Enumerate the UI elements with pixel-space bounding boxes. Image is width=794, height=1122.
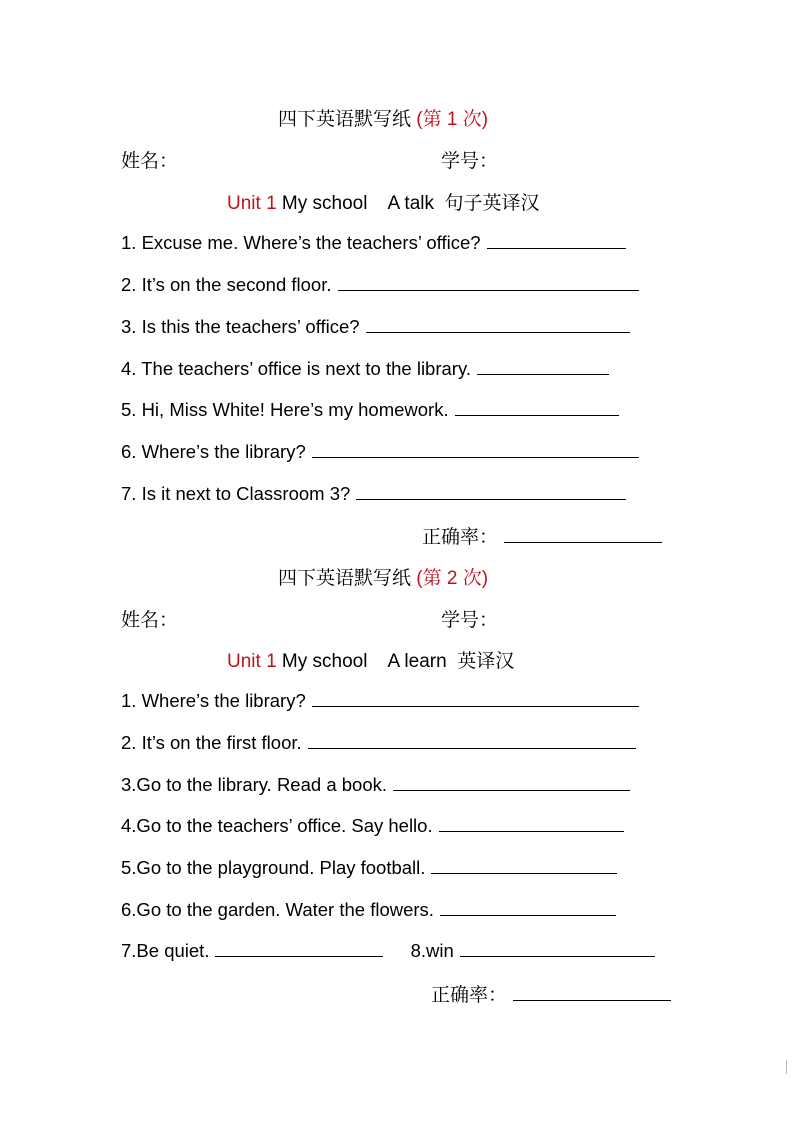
sheet2-unit-heading xyxy=(227,646,514,673)
question-text: 5.Go to the playground. Play football. xyxy=(121,857,426,878)
sheet2-name-label: 姓名： xyxy=(121,610,179,631)
sheet2-question-3 xyxy=(121,772,630,796)
sheet1-question-6 xyxy=(121,439,639,463)
question-text: 1. Excuse me. Where’s the teachers’ office? xyxy=(121,232,481,253)
sheet2-question-5 xyxy=(121,855,617,879)
sheet2-question-7-8 xyxy=(121,938,655,962)
sheet1-question-2 xyxy=(121,272,639,296)
sheet2-unit-title: My school A learn 英译汉 xyxy=(281,651,515,672)
sheet2-question-2 xyxy=(121,730,636,754)
answer-blank[interactable] xyxy=(440,897,616,916)
accuracy-label: 正确率： xyxy=(422,527,499,548)
question-text: 6.Go to the garden. Water the flowers. xyxy=(121,899,434,920)
accuracy-blank[interactable] xyxy=(504,524,662,543)
answer-blank[interactable] xyxy=(338,272,639,291)
answer-blank[interactable] xyxy=(366,314,630,333)
answer-blank[interactable] xyxy=(356,481,626,500)
sheet2-id-label: 学号： xyxy=(441,610,499,631)
question-text: 8.win xyxy=(410,940,454,961)
sheet2-question-1 xyxy=(121,688,639,712)
sheet1-id-label: 学号： xyxy=(441,151,499,172)
answer-blank[interactable] xyxy=(215,938,383,957)
sheet1-question-5 xyxy=(121,397,619,421)
sheet1-title-prefix: 四下英语默写纸 xyxy=(278,109,412,130)
sheet1-question-3 xyxy=(121,314,630,338)
question-text: 7.Be quiet. xyxy=(121,940,210,961)
question-text: 4. The teachers’ office is next to the library. xyxy=(121,358,471,379)
sheet1-title xyxy=(278,104,488,131)
question-text: 2. It’s on the second floor. xyxy=(121,274,332,295)
answer-blank[interactable] xyxy=(308,730,636,749)
question-text: 1. Where’s the library? xyxy=(121,690,306,711)
question-text: 7. Is it next to Classroom 3? xyxy=(121,483,351,504)
accuracy-blank[interactable] xyxy=(513,982,671,1001)
answer-blank[interactable] xyxy=(393,772,630,791)
sheet2-unit-label: Unit 1 xyxy=(227,651,277,672)
answer-blank[interactable] xyxy=(312,439,639,458)
answer-blank[interactable] xyxy=(487,230,626,249)
answer-blank[interactable] xyxy=(439,813,624,832)
sheet2-title-suffix: (第 2 次) xyxy=(416,568,489,589)
question-text: 2. It’s on the first floor. xyxy=(121,732,302,753)
answer-blank[interactable] xyxy=(312,688,639,707)
sheet1-unit-heading xyxy=(227,188,540,215)
sheet2-question-4 xyxy=(121,813,624,837)
sheet2-question-6 xyxy=(121,897,616,921)
question-text: 4.Go to the teachers’ office. Say hello. xyxy=(121,815,433,836)
answer-blank[interactable] xyxy=(431,855,617,874)
question-text: 5. Hi, Miss White! Here’s my homework. xyxy=(121,399,449,420)
sheet1-question-7 xyxy=(121,481,626,505)
sheet1-unit-label: Unit 1 xyxy=(227,193,277,214)
accuracy-label: 正确率： xyxy=(431,985,508,1006)
answer-blank[interactable] xyxy=(455,397,619,416)
sheet1-unit-title: My school A talk 句子英译汉 xyxy=(281,193,540,214)
sheet2-accuracy xyxy=(431,980,671,1007)
edge-mark xyxy=(786,1060,791,1074)
sheet2-title-prefix: 四下英语默写纸 xyxy=(278,568,412,589)
sheet1-question-4 xyxy=(121,356,609,380)
sheet1-name-label: 姓名： xyxy=(121,151,179,172)
sheet2-title xyxy=(278,563,488,590)
answer-blank[interactable] xyxy=(477,356,609,375)
question-text: 3.Go to the library. Read a book. xyxy=(121,774,388,795)
sheet1-accuracy xyxy=(422,522,662,549)
sheet1-question-1 xyxy=(121,230,626,254)
question-text: 6. Where’s the library? xyxy=(121,441,306,462)
question-text: 3. Is this the teachers’ office? xyxy=(121,316,360,337)
answer-blank[interactable] xyxy=(460,938,655,957)
sheet1-title-suffix: (第 1 次) xyxy=(416,109,489,130)
